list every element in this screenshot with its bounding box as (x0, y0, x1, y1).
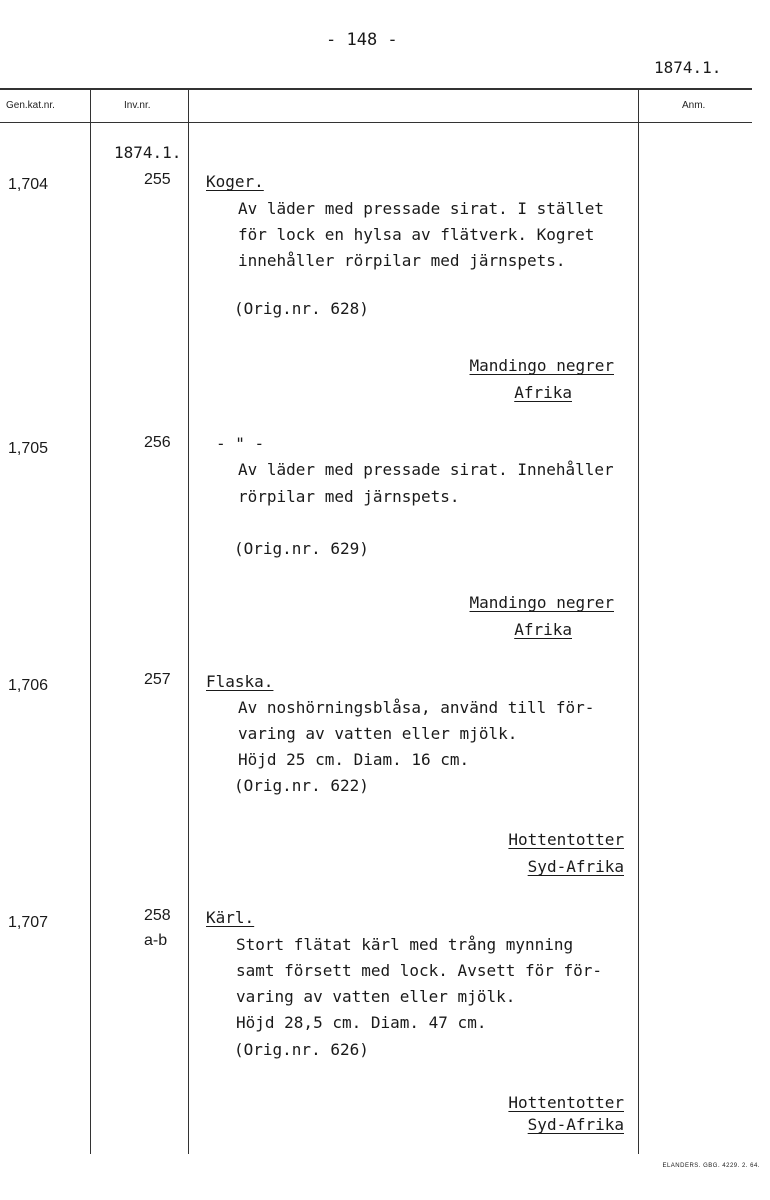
inv-nr: 256 (144, 434, 171, 451)
entry-description-line: varing av vatten eller mjölk. (238, 724, 518, 743)
entry-place: Syd-Afrika (527, 1115, 624, 1134)
header-anm: Anm. (682, 100, 706, 111)
entry-orig-nr: (Orig.nr. 622) (234, 776, 369, 795)
entry-description-line: för lock en hylsa av flätverk. Kogret (238, 225, 595, 244)
entry-description-line: Av läder med pressade sirat. I stället (238, 199, 605, 218)
entry-orig-nr: (Orig.nr. 629) (234, 539, 369, 558)
entry-people: Mandingo negrer (469, 356, 614, 375)
table-top-rule (0, 88, 752, 90)
gen-kat-nr: 1,707 (8, 914, 49, 931)
entry-description-line: varing av vatten eller mjölk. (236, 987, 516, 1006)
entry-description-line: innehåller rörpilar med järnspets. (238, 251, 566, 270)
entry-title: Kärl. (206, 908, 255, 927)
table-header-rule (0, 122, 752, 123)
gen-kat-nr: 1,706 (8, 677, 49, 694)
column-divider-3 (638, 88, 639, 1154)
inv-nr: 255 (144, 171, 171, 188)
entry-title: Koger. (206, 172, 264, 191)
entry-people: Mandingo negrer (469, 593, 614, 612)
page-number: - 148 - (326, 30, 398, 50)
entry-description-line: Av läder med pressade sirat. Innehåller (238, 460, 614, 479)
entry-description-line: rörpilar med järnspets. (238, 487, 460, 506)
header-inv-nr: Inv.nr. (124, 100, 151, 111)
header-gen-kat-nr: Gen.kat.nr. (6, 100, 55, 111)
entry-description-line: Stort flätat kärl med trång mynning (236, 935, 574, 954)
entry-title: - " - (216, 434, 265, 453)
top-right-reference: 1874.1. (654, 58, 722, 77)
gen-kat-nr: 1,704 (8, 176, 49, 193)
entry-place: Syd-Afrika (527, 857, 624, 876)
entry-description-line: Höjd 28,5 cm. Diam. 47 cm. (236, 1013, 487, 1032)
year-label: 1874.1. (114, 143, 182, 162)
inv-nr-sub: a-b (144, 932, 168, 949)
entry-people: Hottentotter (508, 830, 624, 849)
entry-description-line: Höjd 25 cm. Diam. 16 cm. (238, 750, 470, 769)
entry-orig-nr: (Orig.nr. 628) (234, 299, 369, 318)
column-divider-2 (188, 88, 189, 1154)
printer-imprint: ELANDERS. GBG. 4229. 2. 64. (662, 1163, 760, 1169)
entry-description-line: samt försett med lock. Avsett för för- (236, 961, 603, 980)
entry-place: Afrika (514, 383, 572, 402)
entry-orig-nr: (Orig.nr. 626) (234, 1040, 369, 1059)
entry-place: Afrika (514, 620, 572, 639)
entry-title: Flaska. (206, 672, 274, 691)
entry-people: Hottentotter (508, 1093, 624, 1112)
inv-nr: 258 (144, 907, 171, 924)
inv-nr: 257 (144, 671, 171, 688)
gen-kat-nr: 1,705 (8, 440, 49, 457)
column-divider-1 (90, 88, 91, 1154)
entry-description-line: Av noshörningsblåsa, använd till för- (238, 698, 595, 717)
